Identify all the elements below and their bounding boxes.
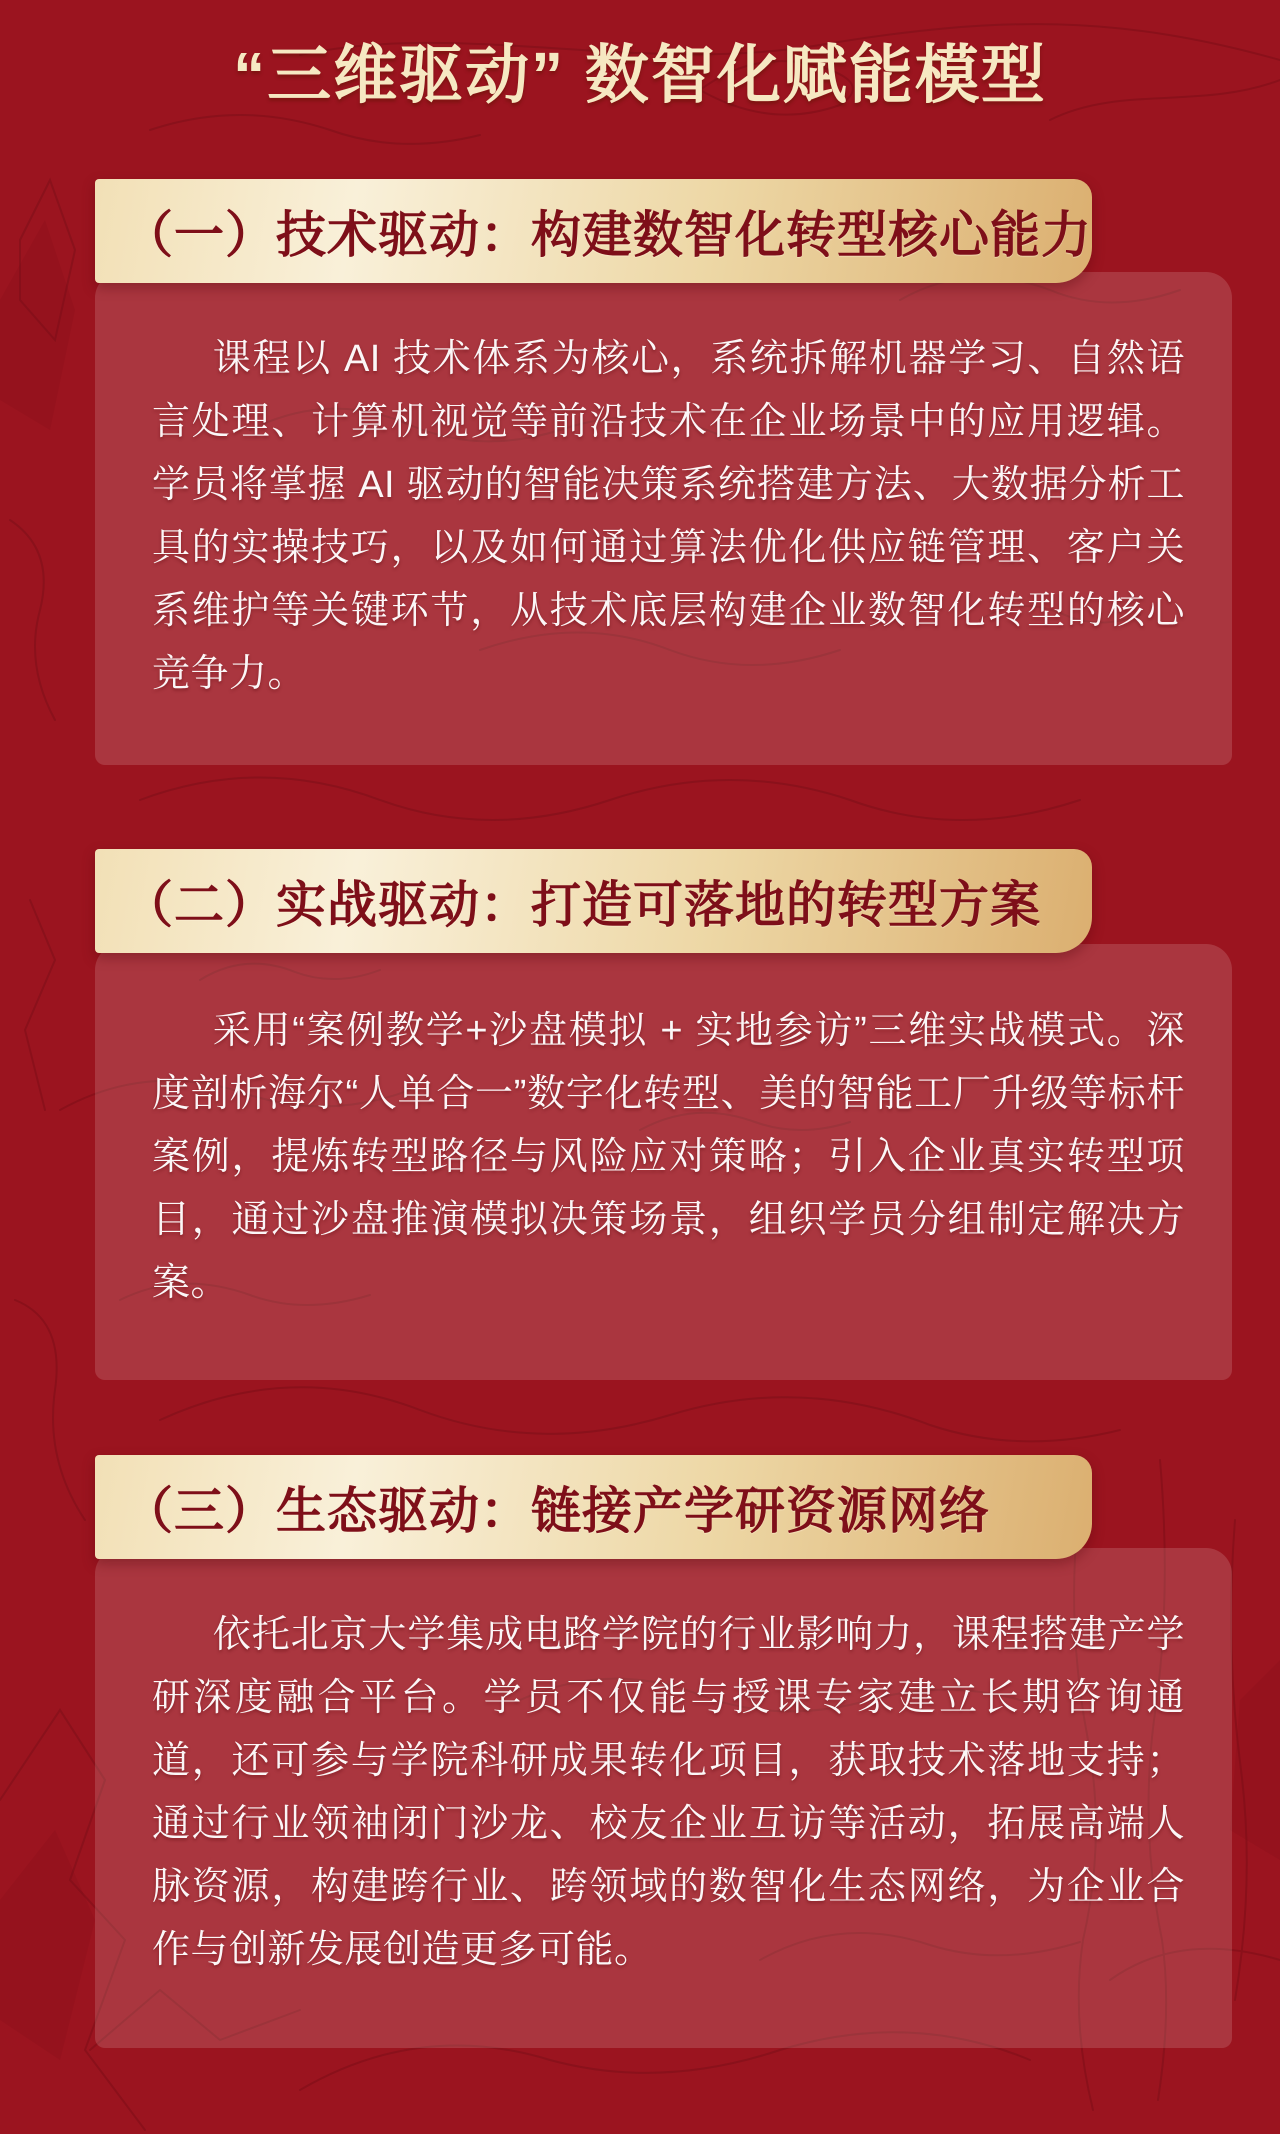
section-2-panel [95, 944, 1232, 1380]
section-2-heading: （二）实战驱动：打造可落地的转型方案 [123, 877, 1041, 933]
section-1-heading-banner [95, 179, 1092, 283]
section-1-panel [95, 272, 1232, 765]
section-2-body: 采用“案例教学+沙盘模拟 + 实地参访”三维实战模式。深度剖析海尔“人单合一”数字化转型、美的智能工厂升级等标杆案例，提炼转型路径与风险应对策略；引入企业真实转型项目，通过沙盘推演模拟决策场景，组织学员分组制定解决方案。 [152, 1010, 1185, 1304]
section-2-heading-banner [95, 849, 1092, 953]
section-1-body: 课程以 AI 技术体系为核心，系统拆解机器学习、自然语言处理、计算机视觉等前沿技术在企业场景中的应用逻辑。学员将掌握 AI 驱动的智能决策系统搭建方法、大数据分析工具的实操技巧，以及如何通过算法优化供应链管理、客户关系维护等关键环节，从技术底层构建企业数智化转型的核心竞争力。 [152, 338, 1185, 695]
section-3-heading-banner [95, 1455, 1092, 1559]
section-3-panel [95, 1548, 1232, 2048]
page-title: “三维驱动” 数智化赋能模型 [233, 39, 1047, 111]
section-3-heading: （三）生态驱动：链接产学研资源网络 [123, 1483, 990, 1539]
section-1-heading: （一）技术驱动：构建数智化转型核心能力 [123, 207, 1092, 263]
section-3-body: 依托北京大学集成电路学院的行业影响力，课程搭建产学研深度融合平台。学员不仅能与授课专家建立长期咨询通道，还可参与学院科研成果转化项目，获取技术落地支持；通过行业领袖闭门沙龙、校友企业互访等活动，拓展高端人脉资源，构建跨行业、跨领域的数智化生态网络，为企业合作与创新发展创造更多可能。 [152, 1614, 1185, 1971]
